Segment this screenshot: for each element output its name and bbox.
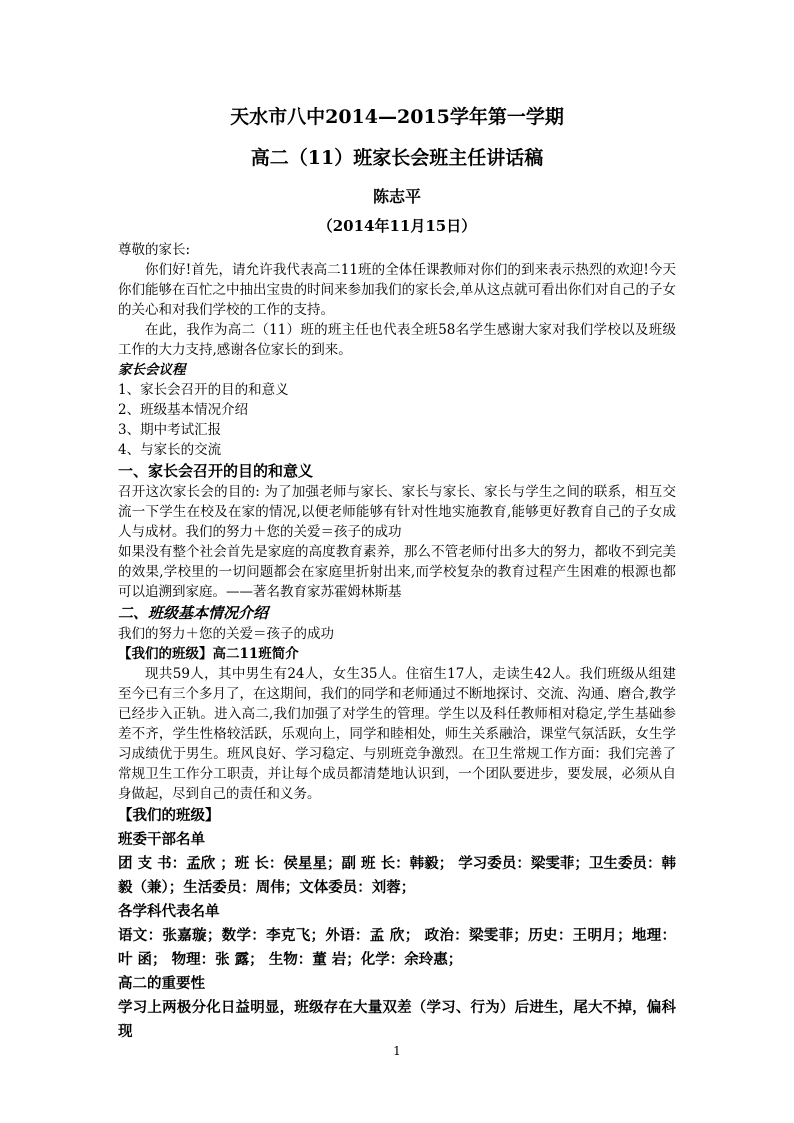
agenda-item: 4、与家长的交流 [118,442,222,458]
agenda-heading: 家长会议程 [118,362,186,378]
document-page [118,100,676,1044]
section2-heading: 二、班级基本情况介绍 [118,604,269,622]
class-heading-2: 【我们的班级】 [118,807,220,824]
class-intro-paragraph: 现共59人，其中男生有24人，女生35人。住宿生17人，走读生42人。我们班级从组建至今已有三个多月了，在这期间，我们的同学和老师通过不断地探讨、交流、沟通、磨合,教学已经步入正轨。进入高二,我们加强了对学生的管理。学生以及科任教师相对稳定,学生基础参差不齐，学生性格较活跃，乐观向上，同学和睦相处，师生关系融洽，课堂气氛活跃，女生学习成绩优于男生。班风良好、学习稳定、与别班竞争激烈。在卫生常规工作方面：我们完善了常规卫生工作分工职责，并让每个成员都清楚地认识到，一个团队要进步，要发展，必须从自身做起，尽到自己的责任和义务。 [118,666,676,802]
reps-heading: 各学科代表名单 [118,903,220,920]
paragraph-welcome: 你们好!首先，请允许我代表高二11班的全体任课教师对你们的到来表示热烈的欢迎!今天你们能够在百忙之中抽出宝贵的时间来参加我们的家长会,单从这点就可看出你们对自己的子女的关心和对我们学校的工作的支持。 [118,262,676,318]
committee-heading: 班委干部名单 [118,831,205,848]
document-title-line1: 天水市八中2014—2015学年第一学期 [230,106,564,128]
committee-list: 团 支 书：孟欣 ；班 长：侯星星；副 班 长：韩毅； 学习委员：梁雯菲；卫生委员：韩毅（兼）；生活委员：周伟；文体委员：刘蓉； [118,855,676,896]
reps-list: 语文：张嘉璇；数学：李克飞；外语：孟 欣； 政治：梁雯菲；历史：王明月；地理：叶 函； 物理：张 露； 生物：董 岩；化学：余玲惠； [118,927,676,968]
section2-motto: 我们的努力＋您的关爱＝孩子的成功 [118,626,334,642]
document-date: （2014年11月15日） [317,217,477,235]
document-title-line2: 高二（11）班家长会班主任讲话稿 [250,147,544,169]
page-number: 1 [393,1044,401,1058]
class-intro-heading: 【我们的班级】高二11班简介 [118,646,299,662]
importance-text: 学习上两极分化日益明显，班级存在大量双差（学习、行为）后进生，尾大不掉，偏科现 [118,999,676,1040]
paragraph-thanks: 在此，我作为高二（11）班的班主任也代表全班58名学生感谢大家对我们学校以及班级工作的大力支持,感谢各位家长的到来。 [118,322,676,358]
section1-paragraph-quote: 如果没有整个社会首先是家庭的高度教育素养，那么不管老师付出多大的努力，都收不到完美的效果,学校里的一切问题都会在家庭里折射出来,而学校复杂的教育过程产生困难的根源也都可以追溯到家庭。——著名教育家苏霍姆林斯基 [118,544,676,600]
section1-heading: 一、家长会召开的目的和意义 [118,462,314,480]
section1-paragraph-purpose: 召开这次家长会的目的: 为了加强老师与家长、家长与家长、家长与学生之间的联系，相互交流一下学生在校及在家的情况,以便老师能够有针对性地实施教育,能够更好教育自己的子女成人与成材。我们的努力＋您的关爱＝孩子的成功 [118,484,676,540]
agenda-item: 3、期中考试汇报 [118,422,222,438]
greeting: 尊敬的家长: [118,242,191,258]
agenda-item: 1、家长会召开的目的和意义 [118,382,289,398]
agenda-item: 2、班级基本情况介绍 [118,402,249,418]
author-name: 陈志平 [372,187,421,206]
importance-heading: 高二的重要性 [118,975,205,992]
